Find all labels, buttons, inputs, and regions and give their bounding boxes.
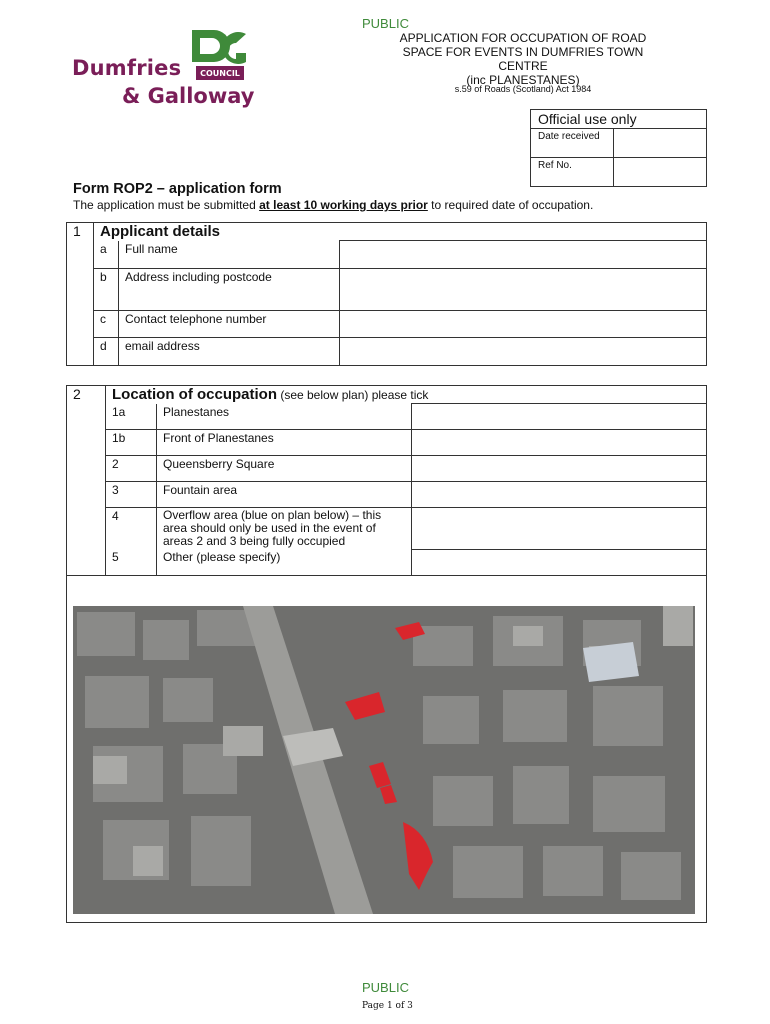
- row-key: 3: [106, 482, 157, 508]
- telephone-field[interactable]: [340, 311, 707, 338]
- page-number: Page 1 of 3: [362, 1001, 413, 1011]
- title-line: (inc PLANESTANES): [466, 73, 580, 87]
- overflow-area-tick[interactable]: [412, 508, 707, 550]
- row-key: 4: [106, 508, 157, 550]
- document-title: [386, 31, 660, 87]
- section-title: Applicant details: [100, 223, 221, 240]
- row-key: b: [94, 269, 119, 311]
- section-number: 1: [67, 223, 94, 366]
- row-label: email address: [119, 338, 340, 366]
- row-label: Planestanes: [157, 404, 412, 430]
- official-use-heading: Official use only: [531, 110, 707, 129]
- row-key: d: [94, 338, 119, 366]
- section-title: Location of occupation: [112, 386, 277, 403]
- row-key: 1b: [106, 430, 157, 456]
- row-key: 5: [106, 549, 157, 575]
- instruction-deadline: at least 10 working days prior: [259, 198, 428, 212]
- other-specify-field[interactable]: [412, 549, 707, 575]
- logo-line-1: Dumfries: [72, 56, 182, 80]
- row-label: Full name: [119, 241, 340, 269]
- row-key: a: [94, 241, 119, 269]
- row-label: Fountain area: [157, 482, 412, 508]
- logo-line-2: & Galloway: [122, 84, 255, 108]
- section-applicant-details: [66, 222, 707, 366]
- row-label: Queensberry Square: [157, 456, 412, 482]
- classification-footer: PUBLIC: [362, 980, 409, 995]
- email-field[interactable]: [340, 338, 707, 366]
- ref-no-field[interactable]: [614, 158, 707, 187]
- logo-badge-text: COUNCIL: [200, 69, 240, 78]
- row-label: Front of Planestanes: [157, 430, 412, 456]
- section-note: (see below plan) please tick: [277, 388, 429, 402]
- row-key: 1a: [106, 404, 157, 430]
- form-instruction: [73, 198, 593, 212]
- row-label: Contact telephone number: [119, 311, 340, 338]
- row-key: 2: [106, 456, 157, 482]
- fountain-area-tick[interactable]: [412, 482, 707, 508]
- official-use-box: [530, 109, 707, 187]
- full-name-field[interactable]: [340, 241, 707, 269]
- section-number: 2: [67, 386, 106, 576]
- row-key: c: [94, 311, 119, 338]
- form-title: Form ROP2 – application form: [73, 181, 282, 197]
- date-received-field[interactable]: [614, 129, 707, 158]
- classification-header: PUBLIC: [362, 16, 409, 31]
- row-label: Address including postcode: [119, 269, 340, 311]
- title-line: CENTRE: [498, 59, 548, 73]
- instruction-text-end: to required date of occupation.: [427, 198, 594, 212]
- planestanes-tick[interactable]: [412, 404, 707, 430]
- aerial-site-plan: [73, 606, 695, 914]
- queensberry-square-tick[interactable]: [412, 456, 707, 482]
- council-logo-mark: [188, 24, 250, 82]
- row-label: Overflow area (blue on plan below) – this area should only be used in the event of areas 2 and 3 being fully occupied: [157, 508, 412, 550]
- address-field[interactable]: [340, 269, 707, 311]
- row-label: Other (please specify): [157, 549, 412, 575]
- date-received-label: Date received: [531, 129, 614, 158]
- instruction-text: The application must be submitted: [73, 198, 260, 212]
- title-line: APPLICATION FOR OCCUPATION OF ROAD: [399, 31, 647, 45]
- front-planestanes-tick[interactable]: [412, 430, 707, 456]
- ref-no-label: Ref No.: [531, 158, 614, 187]
- title-line: SPACE FOR EVENTS IN DUMFRIES TOWN: [402, 45, 644, 59]
- legislation-reference: s.59 of Roads (Scotland) Act 1984: [454, 84, 592, 94]
